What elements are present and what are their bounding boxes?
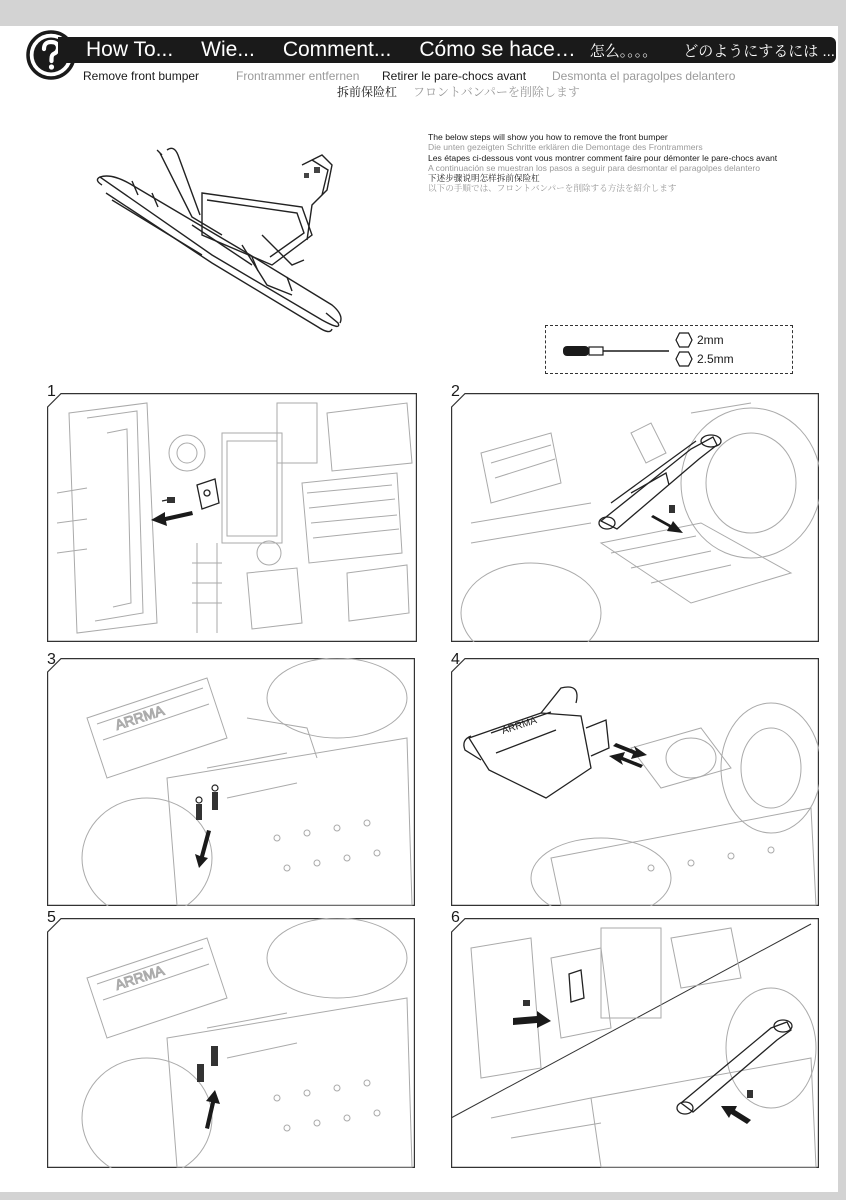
- intro-de: Die unten gezeigten Schritte erklären die Demontage des Frontrammers: [428, 142, 703, 153]
- tools-box: [545, 325, 793, 374]
- bumper-illustration: [92, 145, 354, 340]
- intro-en: The below steps will show you how to remove the front bumper: [428, 132, 668, 142]
- page-frame-bottom: [0, 1192, 846, 1200]
- step-3-panel: [47, 658, 415, 906]
- step-number-1: 1: [47, 383, 56, 400]
- subtitle-en: Remove front bumper: [83, 69, 200, 83]
- step-6-panel: [451, 918, 819, 1168]
- title-ja: どのようにするには ...: [683, 42, 835, 60]
- hex-2-5mm-icon: [675, 351, 693, 367]
- subtitle-de: Frontrammer entfernen: [236, 69, 360, 83]
- title-fr: Comment...: [282, 38, 392, 61]
- title-zh: 怎么。。。。: [589, 42, 658, 60]
- step-number-4: 4: [451, 651, 460, 668]
- svg-text:ARRMA: ARRMA: [112, 962, 167, 993]
- subtitle-fr: Retirer le pare-chocs avant: [382, 69, 527, 83]
- step-number-5: 5: [47, 909, 56, 926]
- hex-2-5mm-label: 2.5mm: [697, 352, 734, 366]
- step-2-panel: [451, 393, 819, 642]
- bumper-brand-logo: ARRMA: [500, 715, 539, 737]
- step-number-3: 3: [47, 651, 56, 668]
- title-de: Wie...: [201, 38, 255, 61]
- page-frame-top: [0, 0, 846, 26]
- subtitle-zh: 拆前保险杠: [337, 85, 398, 99]
- subtitle-es: Desmonta el paragolpes delantero: [552, 69, 736, 83]
- title-en: How To...: [86, 38, 174, 61]
- intro-es: A continuación se muestran los pasos a seguir para desmontar el paragolpes delantero: [428, 162, 761, 173]
- header-bar: [58, 37, 836, 63]
- step-number-6: 6: [451, 909, 460, 926]
- hex-2mm-label: 2mm: [697, 333, 724, 347]
- title-es: Cómo se hace…: [419, 38, 576, 61]
- svg-text:ARRMA: ARRMA: [112, 702, 167, 733]
- step-1-panel: [47, 393, 417, 642]
- screwdriver-icon: [561, 342, 673, 360]
- page-frame-right: [838, 0, 846, 1200]
- step-5-panel: [47, 918, 415, 1168]
- intro-text: [428, 132, 777, 194]
- hex-2mm-icon: [675, 332, 693, 348]
- intro-zh: 下述步骤说明怎样拆前保险杠: [428, 173, 540, 184]
- intro-ja: 以下の手順では、フロントバンパーを削除する方法を紹介します: [428, 183, 677, 194]
- step-4-panel: [451, 658, 819, 906]
- subtitle-ja: フロントバンパーを削除します: [413, 85, 580, 99]
- step-number-2: 2: [451, 383, 460, 400]
- intro-fr: Les étapes ci-dessous vont vous montrer comment faire pour démonter le pare-chocs avant: [428, 152, 778, 163]
